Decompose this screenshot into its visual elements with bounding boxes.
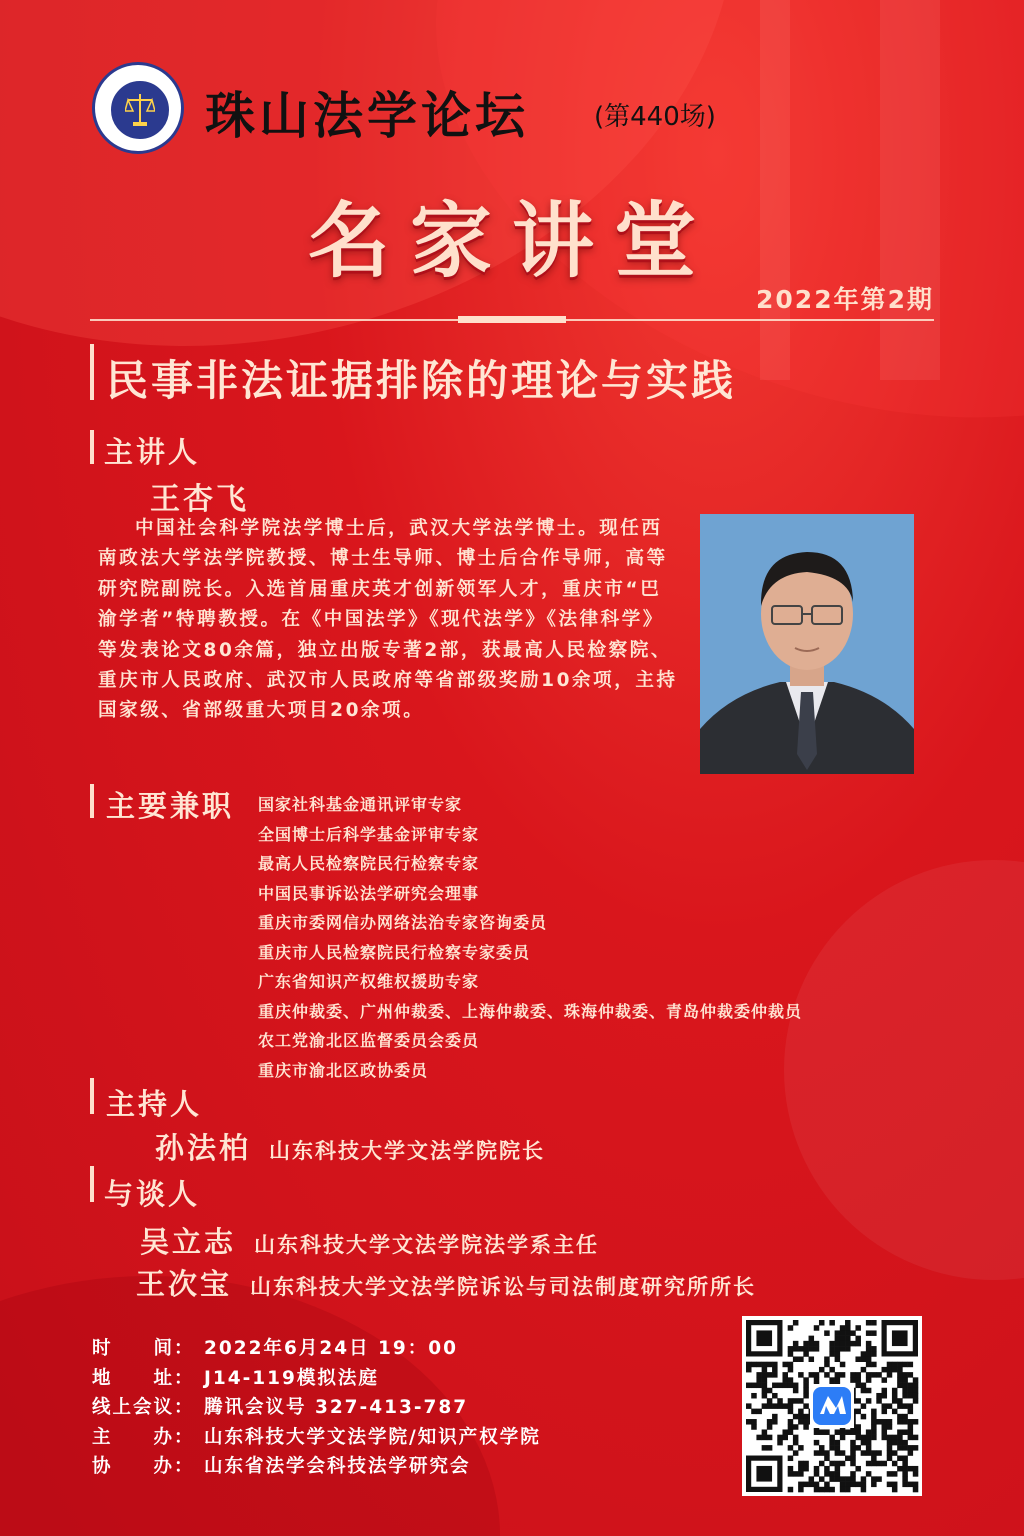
list-item: 最高人民检察院民行检察专家 xyxy=(258,854,480,873)
speaker-bio: 中国社会科学院法学博士后，武汉大学法学博士。现任西南政法大学法学院教授、博士生导师、博士后合作导师，高等研究院副院长。入选首届重庆英才创新领军人才，重庆市“巴渝学者”特聘教授。在《中国法学》《现代法学》《法律科学》等发表论文80余篇，独立出版专著2部，获最高人民检察院、重庆市人民政府、武汉市人民政府等省部级奖励10余项，主持国家级、省部级重大项目20余项。 xyxy=(98,518,678,722)
section-bar xyxy=(90,430,94,464)
divider-accent xyxy=(458,316,566,323)
discussant xyxy=(140,1220,599,1261)
lecture-topic: 民事非法证据排除的理论与实践 xyxy=(106,356,737,405)
list-item: 重庆市渝北区政协委员 xyxy=(258,1060,429,1080)
host-title: 山东科技大学文法学院院长 xyxy=(269,1139,546,1163)
qr-code[interactable] xyxy=(742,1316,922,1496)
posts-list xyxy=(258,790,802,1085)
list-item: 中国民事诉讼法学研究会理事 xyxy=(258,883,480,903)
info-row-host-org: 主 办： 山东科技大学文法学院/知识产权学院 xyxy=(92,1426,541,1448)
speaker-photo xyxy=(700,514,914,774)
discussant-name: 王次宝 xyxy=(136,1267,233,1301)
issue-number: 2022年第2期 xyxy=(756,285,934,314)
forum-title: 珠山法学论坛 xyxy=(205,86,529,145)
host-label: 主持人 xyxy=(106,1087,203,1121)
event-info xyxy=(92,1334,541,1482)
list-item: 国家社科基金通讯评审专家 xyxy=(258,795,463,814)
list-item: 农工党渝北区监督委员会委员 xyxy=(258,1031,480,1050)
speaker-label: 主讲人 xyxy=(104,435,201,469)
bg-circle xyxy=(784,860,1024,1280)
discussant-title: 山东科技大学文法学院诉讼与司法制度研究所所长 xyxy=(250,1275,757,1299)
info-row-address: 地 址： J14-119模拟法庭 xyxy=(92,1367,379,1389)
info-row-co-org: 协 办： 山东省法学会科技法学研究会 xyxy=(92,1456,471,1477)
main-title: 名家讲堂 xyxy=(307,194,716,289)
list-item: 全国博士后科学基金评审专家 xyxy=(258,824,480,844)
host-name: 孙法柏 xyxy=(155,1131,252,1165)
discussant-title: 山东科技大学文法学院法学系主任 xyxy=(254,1233,600,1257)
posts-label: 主要兼职 xyxy=(106,789,235,823)
section-bar xyxy=(90,1166,94,1202)
scales-of-justice-icon xyxy=(109,79,171,141)
list-item: 重庆市委网信办网络法治专家咨询委员 xyxy=(258,913,548,932)
discussant-name: 吴立志 xyxy=(140,1225,237,1259)
speaker-name: 王杏飞 xyxy=(150,482,249,517)
host xyxy=(155,1126,545,1167)
list-item: 广东省知识产权维权援助专家 xyxy=(258,972,480,991)
info-row-online: 线上会议： 腾讯会议号 327-413-787 xyxy=(92,1397,469,1418)
discussant xyxy=(136,1262,756,1303)
forum-logo xyxy=(92,62,184,154)
section-bar xyxy=(90,1078,94,1114)
session-number: (第440场) xyxy=(594,102,716,132)
info-row-time: 时 间： 2022年6月24日 19：00 xyxy=(92,1338,459,1359)
list-item: 重庆市人民检察院民行检察专家委员 xyxy=(258,942,531,962)
list-item: 重庆仲裁委、广州仲裁委、上海仲裁委、珠海仲裁委、青岛仲裁委仲裁员 xyxy=(258,1001,803,1021)
section-bar xyxy=(90,784,94,818)
discussants-label: 与谈人 xyxy=(104,1177,201,1211)
section-bar xyxy=(90,344,94,400)
